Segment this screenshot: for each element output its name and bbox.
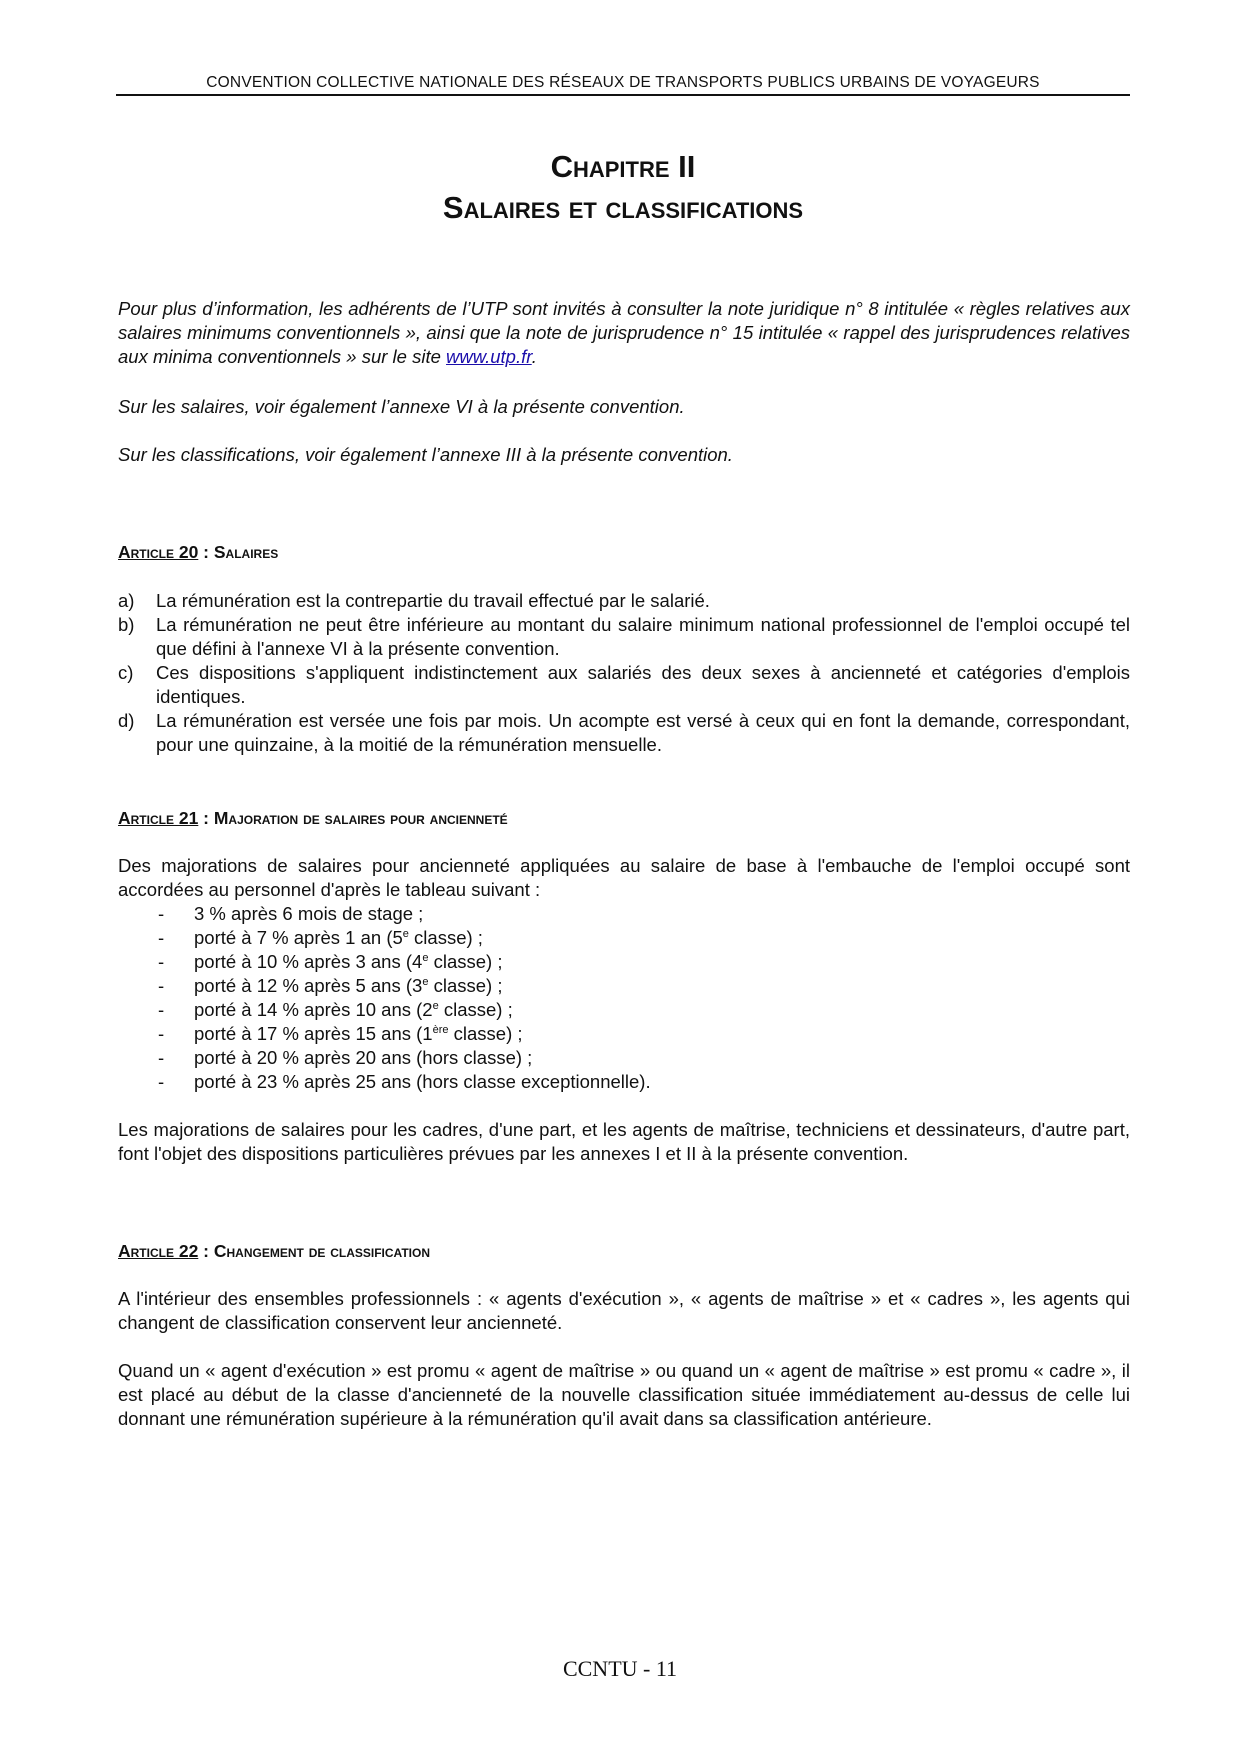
list-item: - porté à 20 % après 20 ans (hors classe) ;: [158, 1047, 533, 1068]
dash-marker: -: [158, 1071, 165, 1092]
list-item: - porté à 23 % après 25 ans (hors classe exceptionnelle).: [158, 1071, 651, 1092]
list-item: [118, 613, 1130, 661]
article-21-title: Majoration de salaires pour ancienneté: [213, 808, 508, 828]
list-marker: a): [118, 590, 135, 611]
list-item: [118, 709, 1130, 757]
running-header: CONVENTION COLLECTIVE NATIONALE DES RÉSEAUX DE TRANSPORTS PUBLICS URBAINS DE VOYAGEURS: [206, 74, 1040, 91]
list-item: [118, 589, 1130, 613]
list-marker: d): [118, 710, 135, 731]
article-21-sep: :: [198, 808, 214, 828]
article-20-title: Salaires: [213, 542, 279, 562]
list-item: - 3 % après 6 mois de stage ;: [158, 903, 424, 924]
intro-classifications-note: Sur les classifications, voir également l’annexe III à la présente convention.: [118, 444, 733, 465]
list-text: La rémunération est versée une fois par mois. Un acompte est versé à ceux qui en font la demande, correspondant, pour une quinzaine, à la moitié de la rémunération mensuelle.: [156, 710, 1130, 755]
list-text: La rémunération est la contrepartie du travail effectué par le salarié.: [156, 590, 710, 611]
article-20-heading: [118, 540, 278, 564]
article-21-intro: Des majorations de salaires pour ancienneté appliquées au salaire de base à l'embauche de l'emploi occupé sont accordées au personnel d'après le tableau suivant :: [118, 855, 1130, 900]
dash-marker: -: [158, 903, 165, 924]
article-22-number: Article 22: [118, 1241, 199, 1261]
dash-marker: -: [158, 1023, 165, 1044]
intro-salaires-note: Sur les salaires, voir également l’annexe VI à la présente convention.: [118, 396, 685, 417]
list-item: - porté à 10 % après 3 ans (4e classe) ;: [158, 951, 503, 972]
article-21-number: Article 21: [118, 808, 199, 828]
list-item: - porté à 12 % après 5 ans (3e classe) ;: [158, 975, 503, 996]
dash-marker: -: [158, 951, 165, 972]
list-text: La rémunération ne peut être inférieure au montant du salaire minimum national professionnel de l'emploi occupé tel que défini à l'annexe VI à la présente convention.: [156, 614, 1130, 659]
article-20-number: Article 20: [118, 542, 199, 562]
chapter-title: Salaires et classifications: [442, 190, 804, 225]
utp-website-link[interactable]: www.utp.fr: [446, 346, 532, 367]
intro-text: Pour plus d’information, les adhérents de l’UTP sont invités à consulter la note juridique n° 8 intitulée « règles relatives aux salaires minimums conventionnels », ainsi que la note de jurisprudence n° 15 intitulée « rappel des jurisprudences relatives aux minima conventionnels » sur le site: [118, 298, 1130, 367]
dash-marker: -: [158, 975, 165, 996]
list-marker: c): [118, 662, 134, 683]
dash-marker: -: [158, 927, 165, 948]
dash-marker: -: [158, 999, 165, 1020]
intro-paragraph: [118, 297, 1130, 369]
article-20-sep: :: [198, 542, 214, 562]
article-22-paragraph-1: A l'intérieur des ensembles professionnels : « agents d'exécution », « agents de maîtrise » et « cadres », les agents qui changent de classification conservent leur ancienneté.: [118, 1288, 1130, 1333]
list-item: [118, 661, 1130, 709]
list-item: - porté à 14 % après 10 ans (2e classe) ;: [158, 999, 513, 1020]
header-rule: [116, 94, 1130, 96]
article-21-heading: [118, 806, 508, 830]
list-item: - porté à 17 % après 15 ans (1ère classe) ;: [158, 1023, 523, 1044]
article-22-heading: [118, 1239, 430, 1263]
intro-end: .: [531, 346, 537, 367]
list-text: Ces dispositions s'appliquent indistinctement aux salariés des deux sexes à ancienneté et catégories d'emplois identiques.: [156, 662, 1130, 707]
list-item: - porté à 7 % après 1 an (5e classe) ;: [158, 927, 483, 948]
dash-marker: -: [158, 1047, 165, 1068]
article-21-closing: Les majorations de salaires pour les cadres, d'une part, et les agents de maîtrise, techniciens et dessinateurs, d'autre part, font l'objet des dispositions particulières prévues par les annexes I et II à la présente convention.: [118, 1119, 1130, 1164]
article-22-paragraph-2: Quand un « agent d'exécution » est promu « agent de maîtrise » ou quand un « agent de maîtrise » est promu « cadre », il est placé au début de la classe d'ancienneté de la nouvelle classification située immédiatement au-dessus de celle lui donnant une rémunération supérieure à la rémunération qu'il avait dans sa classification antérieure.: [118, 1360, 1130, 1429]
article-22-sep: :: [198, 1241, 214, 1261]
list-marker: b): [118, 614, 135, 635]
chapter-number: Chapitre II: [550, 149, 696, 184]
page-footer: CCNTU - 11: [562, 1656, 678, 1681]
article-22-title: Changement de classification: [213, 1241, 430, 1261]
